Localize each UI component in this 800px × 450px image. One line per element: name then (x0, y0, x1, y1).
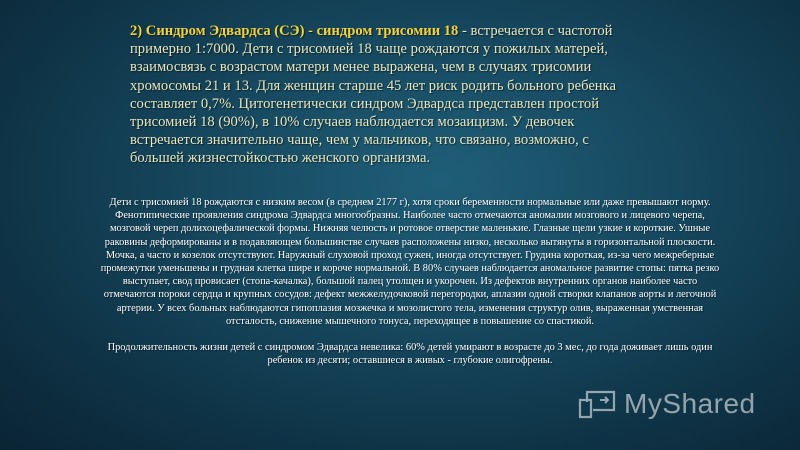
top-paragraph (130, 22, 640, 168)
watermark-text: MyShared (624, 388, 756, 419)
clinical-description-paragraph: Дети с трисомией 18 рождаются с низким весом (в среднем 2177 г), хотя сроки беременности нормальные или даже превышают норму. Фенотипические проявления синдрома Эдвардса многообразны. Наиболее часто отмечаются аномалии мозгового и лицевого черепа, мозговой череп долихоцефалической формы. Нижняя челюсть и ротовое отверстие маленькие. Глазные щели узкие и короткие. Ушные раковины деформированы и в подавляющем большинстве случаев расположены низко, несколько вытянуты в горизонтальной плоскости. Мочка, а часто и козелок отсутствуют. Наружный слуховой проход сужен, иногда отсутствует. Грудина короткая, из-за чего межреберные промежутки уменьшены и грудная клетка шире и короче нормальной. В 80% случаев наблюдается аномальное развитие стопы: пятка резко выступает, свод провисает (стопа-качалка), большой палец утолщен и укорочен. Из дефектов внутренних органов наиболее часто отмечаются пороки сердца и крупных сосудов: дефект межжелудочковой перегородки, аплазии одной створки клапанов аорты и легочной артерии. У всех больных наблюдаются гипоплазия мозжечка и мозолистого тела, изменения структур олив, выраженная умственная отсталость, снижение мышечного тонуса, переходящее в повышение со спастикой. (100, 197, 720, 327)
syndrome-heading: 2) Синдром Эдвардса (СЭ) - синдром трисомии 18 (130, 23, 459, 39)
top-paragraph-text: - встречается с частотой примерно 1:7000. Дети с трисомией 18 чаще рождаются у пожилых матерей, взаимосвязь с возрастом матери менее выражена, чем в случаях трисомии хромосомы 21 и 13. Для женщин старше 45 лет риск родить больного ребенка составляет 0,7%. Цитогенетически синдром Эдвардса представлен простой трисомией 18 (90%), в 10% случаев наблюдается мозаицизм. У девочек встречается значительно чаще, чем у мальчиков, что связано, возможно, с большей жизнестойкостью женского организма. (130, 23, 616, 167)
life-expectancy-paragraph: Продолжительность жизни детей с синдромом Эдвардса невелика: 60% детей умирают в возрасте до 3 мес, до года доживает лишь один ребенок из десяти; оставшиеся в живых - глубокие олигофрены. (107, 342, 713, 367)
myshared-logo-icon (578, 388, 618, 420)
bottom-text-block (100, 196, 720, 367)
watermark (578, 388, 756, 420)
